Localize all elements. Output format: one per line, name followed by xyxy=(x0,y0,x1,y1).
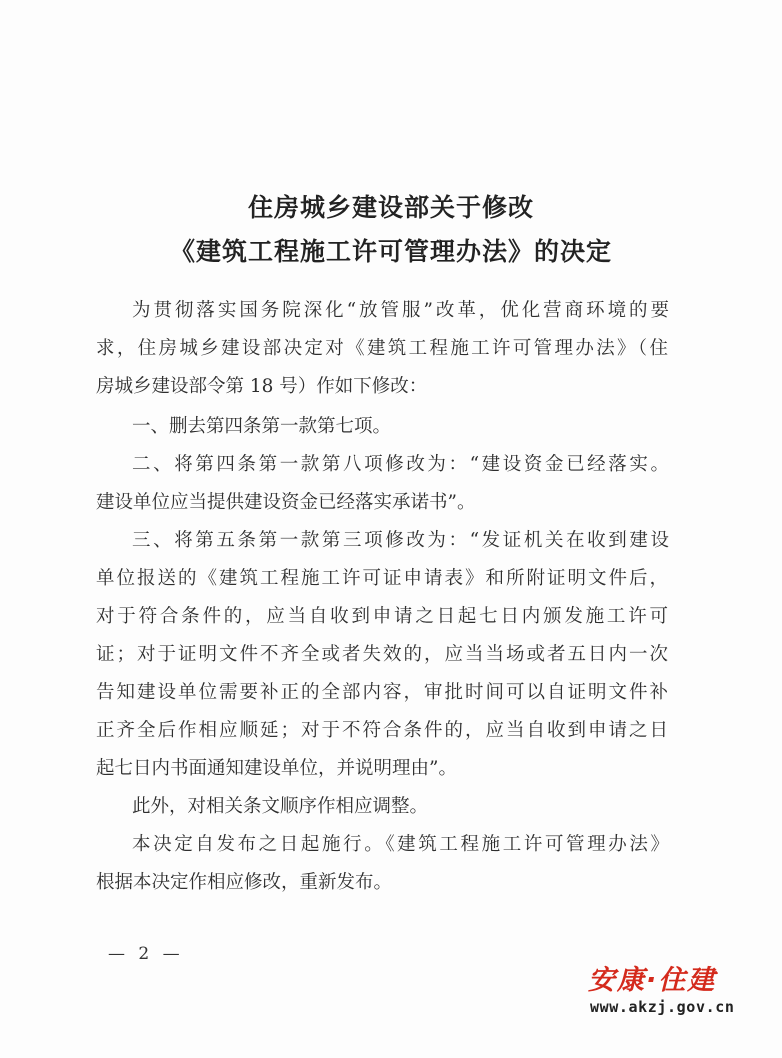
page-number: — 2 — xyxy=(108,944,184,964)
document-title-line1: 住房城乡建设部关于修改 xyxy=(247,193,534,222)
logo-text: 安康·住建 xyxy=(588,965,717,996)
logo-url: www.akzj.gov.cn xyxy=(590,998,735,1016)
body-line: 本决定自发布之日起施行。《建筑工程施工许可管理办法》 xyxy=(132,834,669,855)
body-line: 此外，对相关条文顺序作相应调整。 xyxy=(132,796,429,817)
body-line: 一、删去第四条第一款第七项。 xyxy=(132,416,392,437)
body-line: 房城乡建设部令第 18 号）作如下修改： xyxy=(96,376,428,397)
body-line: 起七日内书面通知建设单位，并说明理由”。 xyxy=(96,758,457,779)
body-line: 二、将第四条第一款第八项修改为：“建设资金已经落实。 xyxy=(132,454,669,475)
body-line: 单位报送的《建筑工程施工许可证申请表》和所附证明文件后， xyxy=(96,568,668,589)
body-line: 根据本决定作相应修改，重新发布。 xyxy=(96,872,393,893)
body-line: 证；对于证明文件不齐全或者失效的，应当当场或者五日内一次 xyxy=(96,644,668,665)
body-line: 求，住房城乡建设部决定对《建筑工程施工许可管理办法》（住 xyxy=(96,338,668,359)
body-line: 三、将第五条第一款第三项修改为：“发证机关在收到建设 xyxy=(132,530,669,551)
body-line: 为贯彻落实国务院深化“放管服”改革，优化营商环境的要 xyxy=(132,300,669,321)
body-line: 告知建设单位需要补正的全部内容，审批时间可以自证明文件补 xyxy=(96,682,668,703)
watermark-logo xyxy=(588,958,778,1028)
document-title-line2: 《建筑工程施工许可管理办法》的决定 xyxy=(169,237,612,266)
body-line: 正齐全后作相应顺延；对于不符合条件的，应当自收到申请之日 xyxy=(96,720,668,741)
body-line: 建设单位应当提供建设资金已经落实承诺书”。 xyxy=(96,492,476,513)
body-line: 对于符合条件的，应当自收到申请之日起七日内颁发施工许可 xyxy=(96,606,668,627)
